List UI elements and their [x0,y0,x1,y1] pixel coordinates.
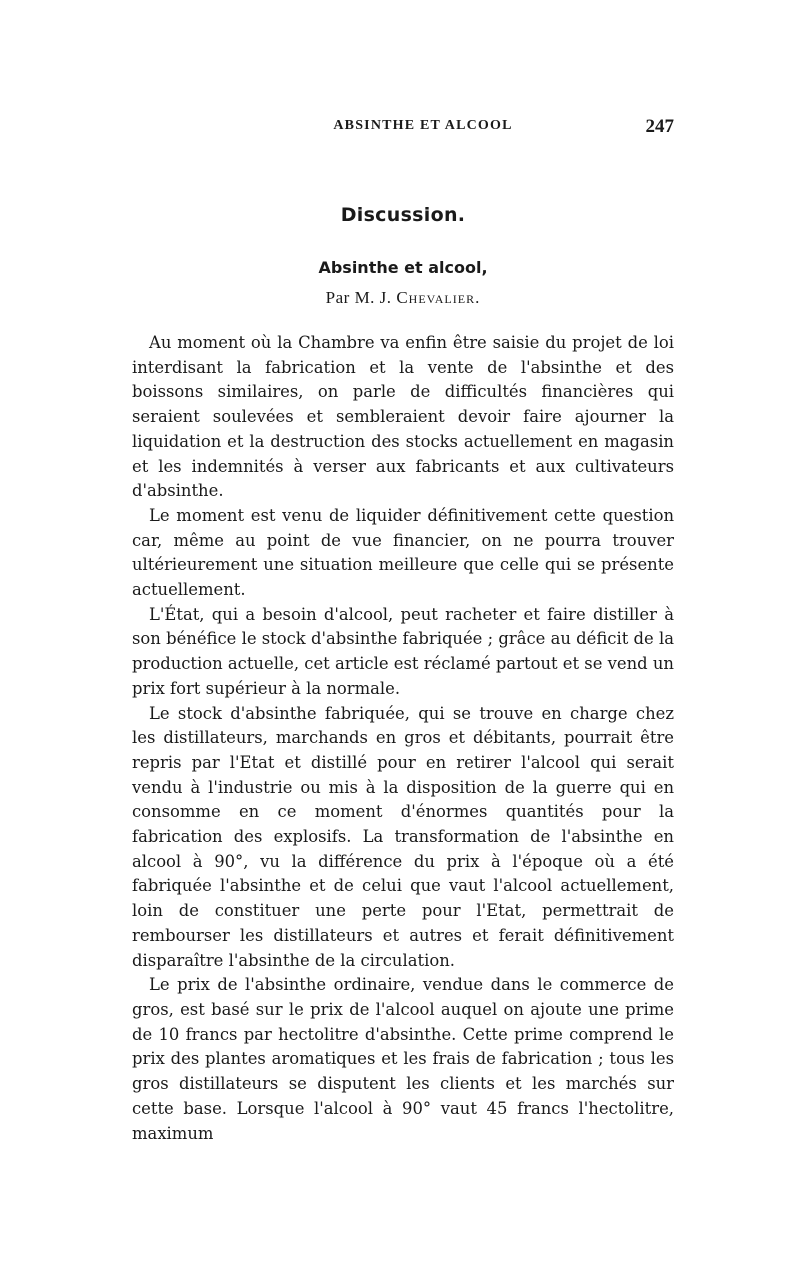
paragraph: Le prix de l'absinthe ordinaire, vendue dans le commerce de gros, est basé sur le prix de l'alcool auquel on ajoute une prime de 10 francs par hectolitre d'absinthe. Cette prime comprend le prix des plantes aromatiques et les frais de fabrication ; tous les gros distillateurs se disputent les clients et les marchés sur cette base. Lorsque l'alcool à 90° vaut 45 francs l'hectolitre, maximum [132,975,674,1143]
paragraph: Le stock d'absinthe fabriquée, qui se trouve en charge chez les distillateurs, marchands en gros et débitants, pourrait être repris par l'Etat et distillé pour en retirer l'alcool qui serait vendu à l'industrie ou mis à la disposition de la guerre qui en consomme en ce moment d'énormes quantités pour la fabrication des explosifs. La transformation de l'absinthe en alcool à 90°, vu la différence du prix à l'époque où a été fabriquée l'absinthe et de celui que vaut l'alcool actuellement, loin de constituer une perte pour l'Etat, permettrait de rembourser les distillateurs et autres et ferait définitivement disparaître l'absinthe de la circulation. [132,703,674,970]
body-text [132,331,674,1146]
paragraph: Au moment où la Chambre va enfin être saisie du projet de loi interdisant la fabrication et la vente de l'absinthe et des boissons similaires, on parle de difficultés financières qui seraient soulevées et sembleraient devoir faire ajourner la liquidation et la destruction des stocks actuellement en magasin et les indemnités à verser aux fabricants et aux cultivateurs d'absinthe. [132,333,674,501]
running-title: ABSINTHE ET ALCOOL [333,118,513,133]
author-line [132,288,674,308]
paragraph: L'État, qui a besoin d'alcool, peut racheter et faire distiller à son bénéfice le stock d'absinthe fabriquée ; grâce au déficit de la production actuelle, cet article est réclamé partout et se vend un prix fort supérieur à la normale. [132,604,674,698]
running-head [132,116,674,140]
page-number: 247 [645,116,674,137]
section-title: Discussion. [340,204,466,226]
author-name: Chevalier. [396,288,481,307]
paragraph: Le moment est venu de liquider définitivement cette question car, même au point de vue financier, on ne pourra trouver ultérieurement une situation meilleure que celle qui se présente actuellement. [132,505,674,600]
article-title: Absinthe et alcool, [318,258,488,277]
author-prefix: Par M. J. [325,288,397,307]
